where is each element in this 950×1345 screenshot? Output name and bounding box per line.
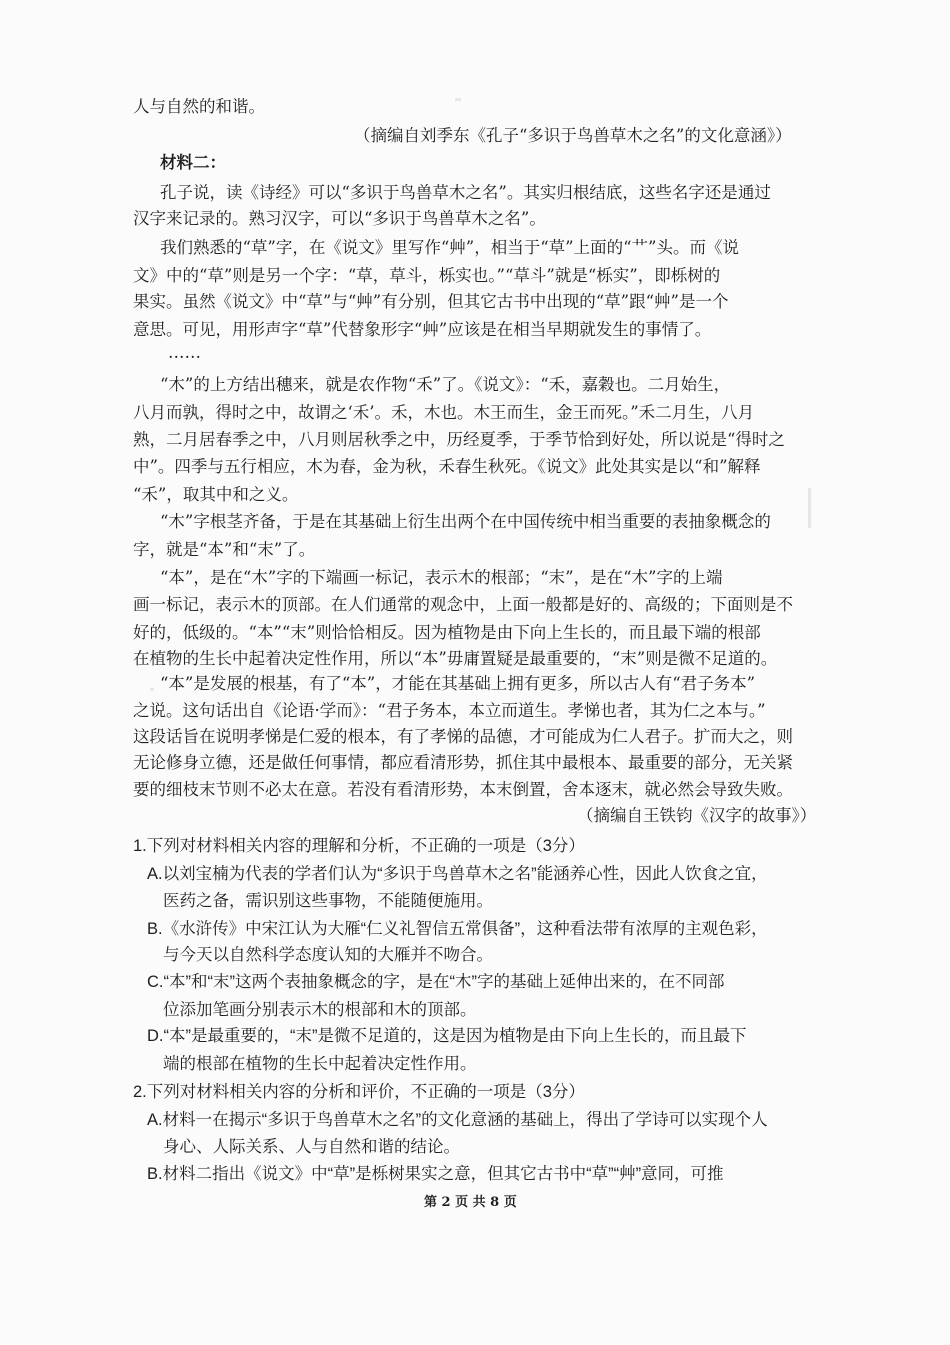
question-1-stem: 1.下列对材料相关内容的理解和分析，不正确的一项是（3分） xyxy=(133,837,585,855)
page-number: 第 2 页 共 8 页 xyxy=(424,1195,517,1210)
body-line: 意思。可见，用形声字“草”代替象形字“艸”应该是在相当早期就发生的事情了。 xyxy=(133,320,712,339)
body-line: 文》中的“草”则是另一个字：“草，草斗，栎实也。”“草斗”就是“栎实”，即栎树的 xyxy=(133,266,721,285)
question-2-stem: 2.下列对材料相关内容的分析和评价，不正确的一项是（3分） xyxy=(133,1083,585,1101)
body-line: “本”是发展的根基，有了“本”，才能在其基础上拥有更多，所以古人有“君子务本” xyxy=(160,674,756,693)
question-2-option-a: A.材料一在揭示“多识于鸟兽草木之名”的文化意涵的基础上，得出了学诗可以实现个人 xyxy=(147,1111,768,1129)
body-line: 好的，低级的。“本”“末”则恰恰相反。因为植物是由下向上生长的，而且最下端的根部 xyxy=(133,623,761,642)
question-1-option-c-cont: 位添加笔画分别表示木的根部和木的顶部。 xyxy=(163,1001,477,1019)
material-2-heading: 材料二： xyxy=(160,153,226,172)
scan-speck xyxy=(455,98,461,101)
intro-line: 人与自然的和谐。 xyxy=(133,97,265,116)
body-line: 果实。虽然《说文》中“草”与“艸”有分别，但其它古书中出现的“草”跟“艸”是一个 xyxy=(133,292,729,311)
question-2-option-a-cont: 身心、人际关系、人与自然和谐的结论。 xyxy=(163,1138,460,1156)
body-line: 画一标记，表示木的顶部。在人们通常的观念中，上面一般都是好的、高级的；下面则是不 xyxy=(133,595,793,614)
body-line: “木”的上方结出穗来，就是农作物“禾”了。《说文》：“禾，嘉穀也。二月始生， xyxy=(160,375,731,394)
question-1-option-a-cont: 医药之备，需识别这些事物，不能随便施用。 xyxy=(163,892,493,910)
body-line: 之说。这句话出自《论语·学而》：“君子务本，本立而道生。孝悌也者，其为仁之本与。” xyxy=(133,701,766,720)
body-line: 我们熟悉的“草”字，在《说文》里写作“艸”，相当于“草”上面的“艹”头。而《说 xyxy=(160,238,739,257)
body-line: 这段话旨在说明孝悌是仁爱的根本，有了孝悌的品德，才可能成为仁人君子。扩而大之，则 xyxy=(133,727,793,746)
body-line: “木”字根茎齐备，于是在其基础上衍生出两个在中国传统中相当重要的表抽象概念的 xyxy=(160,512,771,531)
body-line: 八月而孰，得时之中，故谓之‘禾’。禾，木也。木王而生，金王而死。”禾二月生，八月 xyxy=(133,403,755,422)
body-line: 要的细枝末节则不必太在意。若没有看清形势，本末倒置，舍本逐末，就必然会导致失败。 xyxy=(133,780,793,799)
question-1-option-c: C.“本”和“末”这两个表抽象概念的字，是在“木”字的基础上延伸出来的，在不同部 xyxy=(147,973,725,991)
question-1-option-b: B.《水浒传》中宋江认为大雁“仁义礼智信五常俱备”，这种看法带有浓厚的主观色彩， xyxy=(147,920,768,938)
body-line: 无论修身立德，还是做任何事情，都应看清形势，抓住其中最根本、最重要的部分，无关紧 xyxy=(133,753,793,772)
ellipsis: …… xyxy=(168,343,201,362)
question-2-option-b: B.材料二指出《说文》中“草”是栎树果实之意，但其它古书中“草”“艸”意同，可推 xyxy=(147,1165,724,1183)
body-line: “禾”，取其中和之义。 xyxy=(133,485,299,504)
scan-speck xyxy=(150,688,154,691)
scan-speck xyxy=(808,488,811,528)
question-1-option-b-cont: 与今天以自然科学态度认知的大雁并不吻合。 xyxy=(163,946,493,964)
body-line: 中”。四季与五行相应，木为春，金为秋，禾春生秋死。《说文》此处其实是以“和”解释 xyxy=(133,457,761,476)
body-line: 熟，二月居春季之中，八月则居秋季之中，历经夏季，于季节恰到好处，所以说是“得时之 xyxy=(133,430,785,449)
question-1-option-a: A.以刘宝楠为代表的学者们认为“多识于鸟兽草木之名”能涵养心性，因此人饮食之宜， xyxy=(147,865,768,883)
body-line: “本”，是在“木”字的下端画一标记，表示木的根部；“末”，是在“木”字的上端 xyxy=(160,568,723,587)
body-line: 字，就是“本”和“末”了。 xyxy=(133,540,316,559)
source-citation-1: （摘编自刘季东《孔子“多识于鸟兽草木之名”的文化意涵》） xyxy=(354,126,792,145)
body-line: 孔子说，读《诗经》可以“多识于鸟兽草木之名”。其实归根结底，这些名字还是通过 xyxy=(160,183,771,202)
body-line: 在植物的生长中起着决定性作用，所以“本”毋庸置疑是最重要的，“末”则是微不足道的。 xyxy=(133,649,778,668)
question-1-option-d-cont: 端的根部在植物的生长中起着决定性作用。 xyxy=(163,1055,477,1073)
body-line: 汉字来记录的。熟习汉字，可以“多识于鸟兽草木之名”。 xyxy=(133,209,546,228)
question-1-option-d: D.“本”是最重要的，“末”是微不足道的，这是因为植物是由下向上生长的，而且最下 xyxy=(147,1027,747,1045)
source-citation-2: （摘编自王铁钧《汉字的故事》） xyxy=(577,806,817,825)
